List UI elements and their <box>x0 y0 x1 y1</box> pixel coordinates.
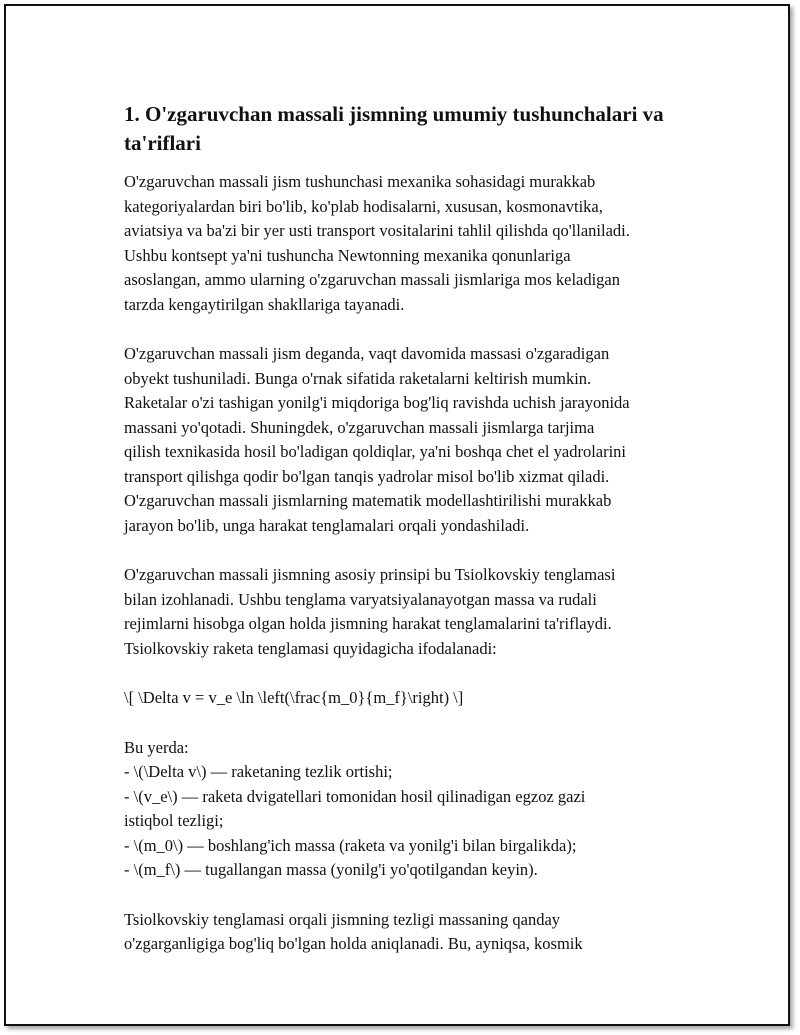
list-item <box>124 858 694 883</box>
heading-line: ta'riflari <box>124 131 201 155</box>
text-line: istiqbol tezligi; <box>124 811 224 830</box>
paragraph-principle <box>124 563 694 661</box>
text-line: aviatsiya va ba'zi bir yer usti transport vositalarini tahlil qilishda qo'llaniladi. <box>124 221 630 240</box>
paragraph-intro <box>124 170 694 317</box>
formula <box>124 686 694 711</box>
text-line: O'zgaruvchan massali jismning asosiy prinsipi bu Tsiolkovskiy tenglamasi <box>124 565 616 584</box>
list-item <box>124 834 694 859</box>
text-line: transport qilishga qodir bo'lgan tanqis yadrolar misol bo'lib xizmat qiladi. <box>124 466 610 486</box>
heading-line: 1. O'zgaruvchan massali jismning umumiy tushunchalari va <box>124 102 664 126</box>
paragraph-closing <box>124 908 694 957</box>
text-line: obyekt tushuniladi. Bunga o'rnak sifatida raketalarni keltirish mumkin. <box>124 368 592 388</box>
text-line: o'zgarganligiga bog'liq bo'lgan holda aniqlanadi. Bu, ayniqsa, kosmik <box>124 934 583 953</box>
paragraph-definition <box>124 342 694 538</box>
text-line: - \(v_e\) — raketa dvigatellari tomonidan hosil qilinadigan egzoz gazi <box>124 786 586 806</box>
text-line: O'zgaruvchan massali jism deganda, vaqt davomida massasi o'zgaradigan <box>124 344 610 363</box>
text-line: bilan izohlanadi. Ushbu tenglama varyatsiyalanayotgan massa va rudali <box>124 589 597 609</box>
text-line: kategoriyalardan biri bo'lib, ko'plab hodisalarni, xususan, kosmonavtika, <box>124 196 603 216</box>
list-item <box>124 760 694 785</box>
text-line: Tsiolkovskiy raketa tenglamasi quyidagicha ifodalanadi: <box>124 638 497 658</box>
list-item <box>124 785 694 834</box>
text-line: asoslangan, ammo ularning o'zgaruvchan massali jismlariga mos keladigan <box>124 270 621 289</box>
text-line: Raketalar o'zi tashigan yonilg'i miqdoriga bog'liq ravishda uchish jarayonida <box>124 393 630 412</box>
text-line: tarzda kengaytirilgan shakllariga tayanadi. <box>124 294 405 314</box>
text-line: massani yo'qotadi. Shuningdek, o'zgaruvchan massali jismlarga tarjima <box>124 417 595 437</box>
definitions-list <box>124 736 694 883</box>
text-line: - \(\Delta v\) — raketaning tezlik ortishi; <box>124 762 393 781</box>
section-heading <box>124 100 694 158</box>
text-line: rejimlarni hisobga olgan holda jismning harakat tenglamalarini ta'riflaydi. <box>124 614 612 633</box>
text-line: O'zgaruvchan massali jismlarning matematik modellashtirilishi murakkab <box>124 491 612 510</box>
text-line: qilish texnikasida hosil bo'ladigan qoldiqlar, ya'ni boshqa chet el yadrolarini <box>124 442 627 461</box>
text-line: jarayon bo'lib, unga harakat tenglamalari orqali yondashiladi. <box>124 515 530 535</box>
text-line: Tsiolkovskiy tenglamasi orqali jismning tezligi massaning qanday <box>124 909 561 929</box>
document-body <box>124 100 694 957</box>
text-line: Ushbu kontsept ya'ni tushuncha Newtonning mexanika qonunlariga <box>124 245 571 265</box>
formula-text: \[ \Delta v = v_e \ln \left(\frac{m_0}{m_f}\right) \] <box>124 688 464 707</box>
page-frame <box>4 4 790 1026</box>
text-line: - \(m_0\) — boshlang'ich massa (raketa va yonilg'i bilan birgalikda); <box>124 835 577 855</box>
text-line: O'zgaruvchan massali jism tushunchasi mexanika sohasidagi murakkab <box>124 172 596 191</box>
definitions-intro: Bu yerda: <box>124 737 189 757</box>
text-line: - \(m_f\) — tugallangan massa (yonilg'i yo'qotilgandan keyin). <box>124 860 538 879</box>
